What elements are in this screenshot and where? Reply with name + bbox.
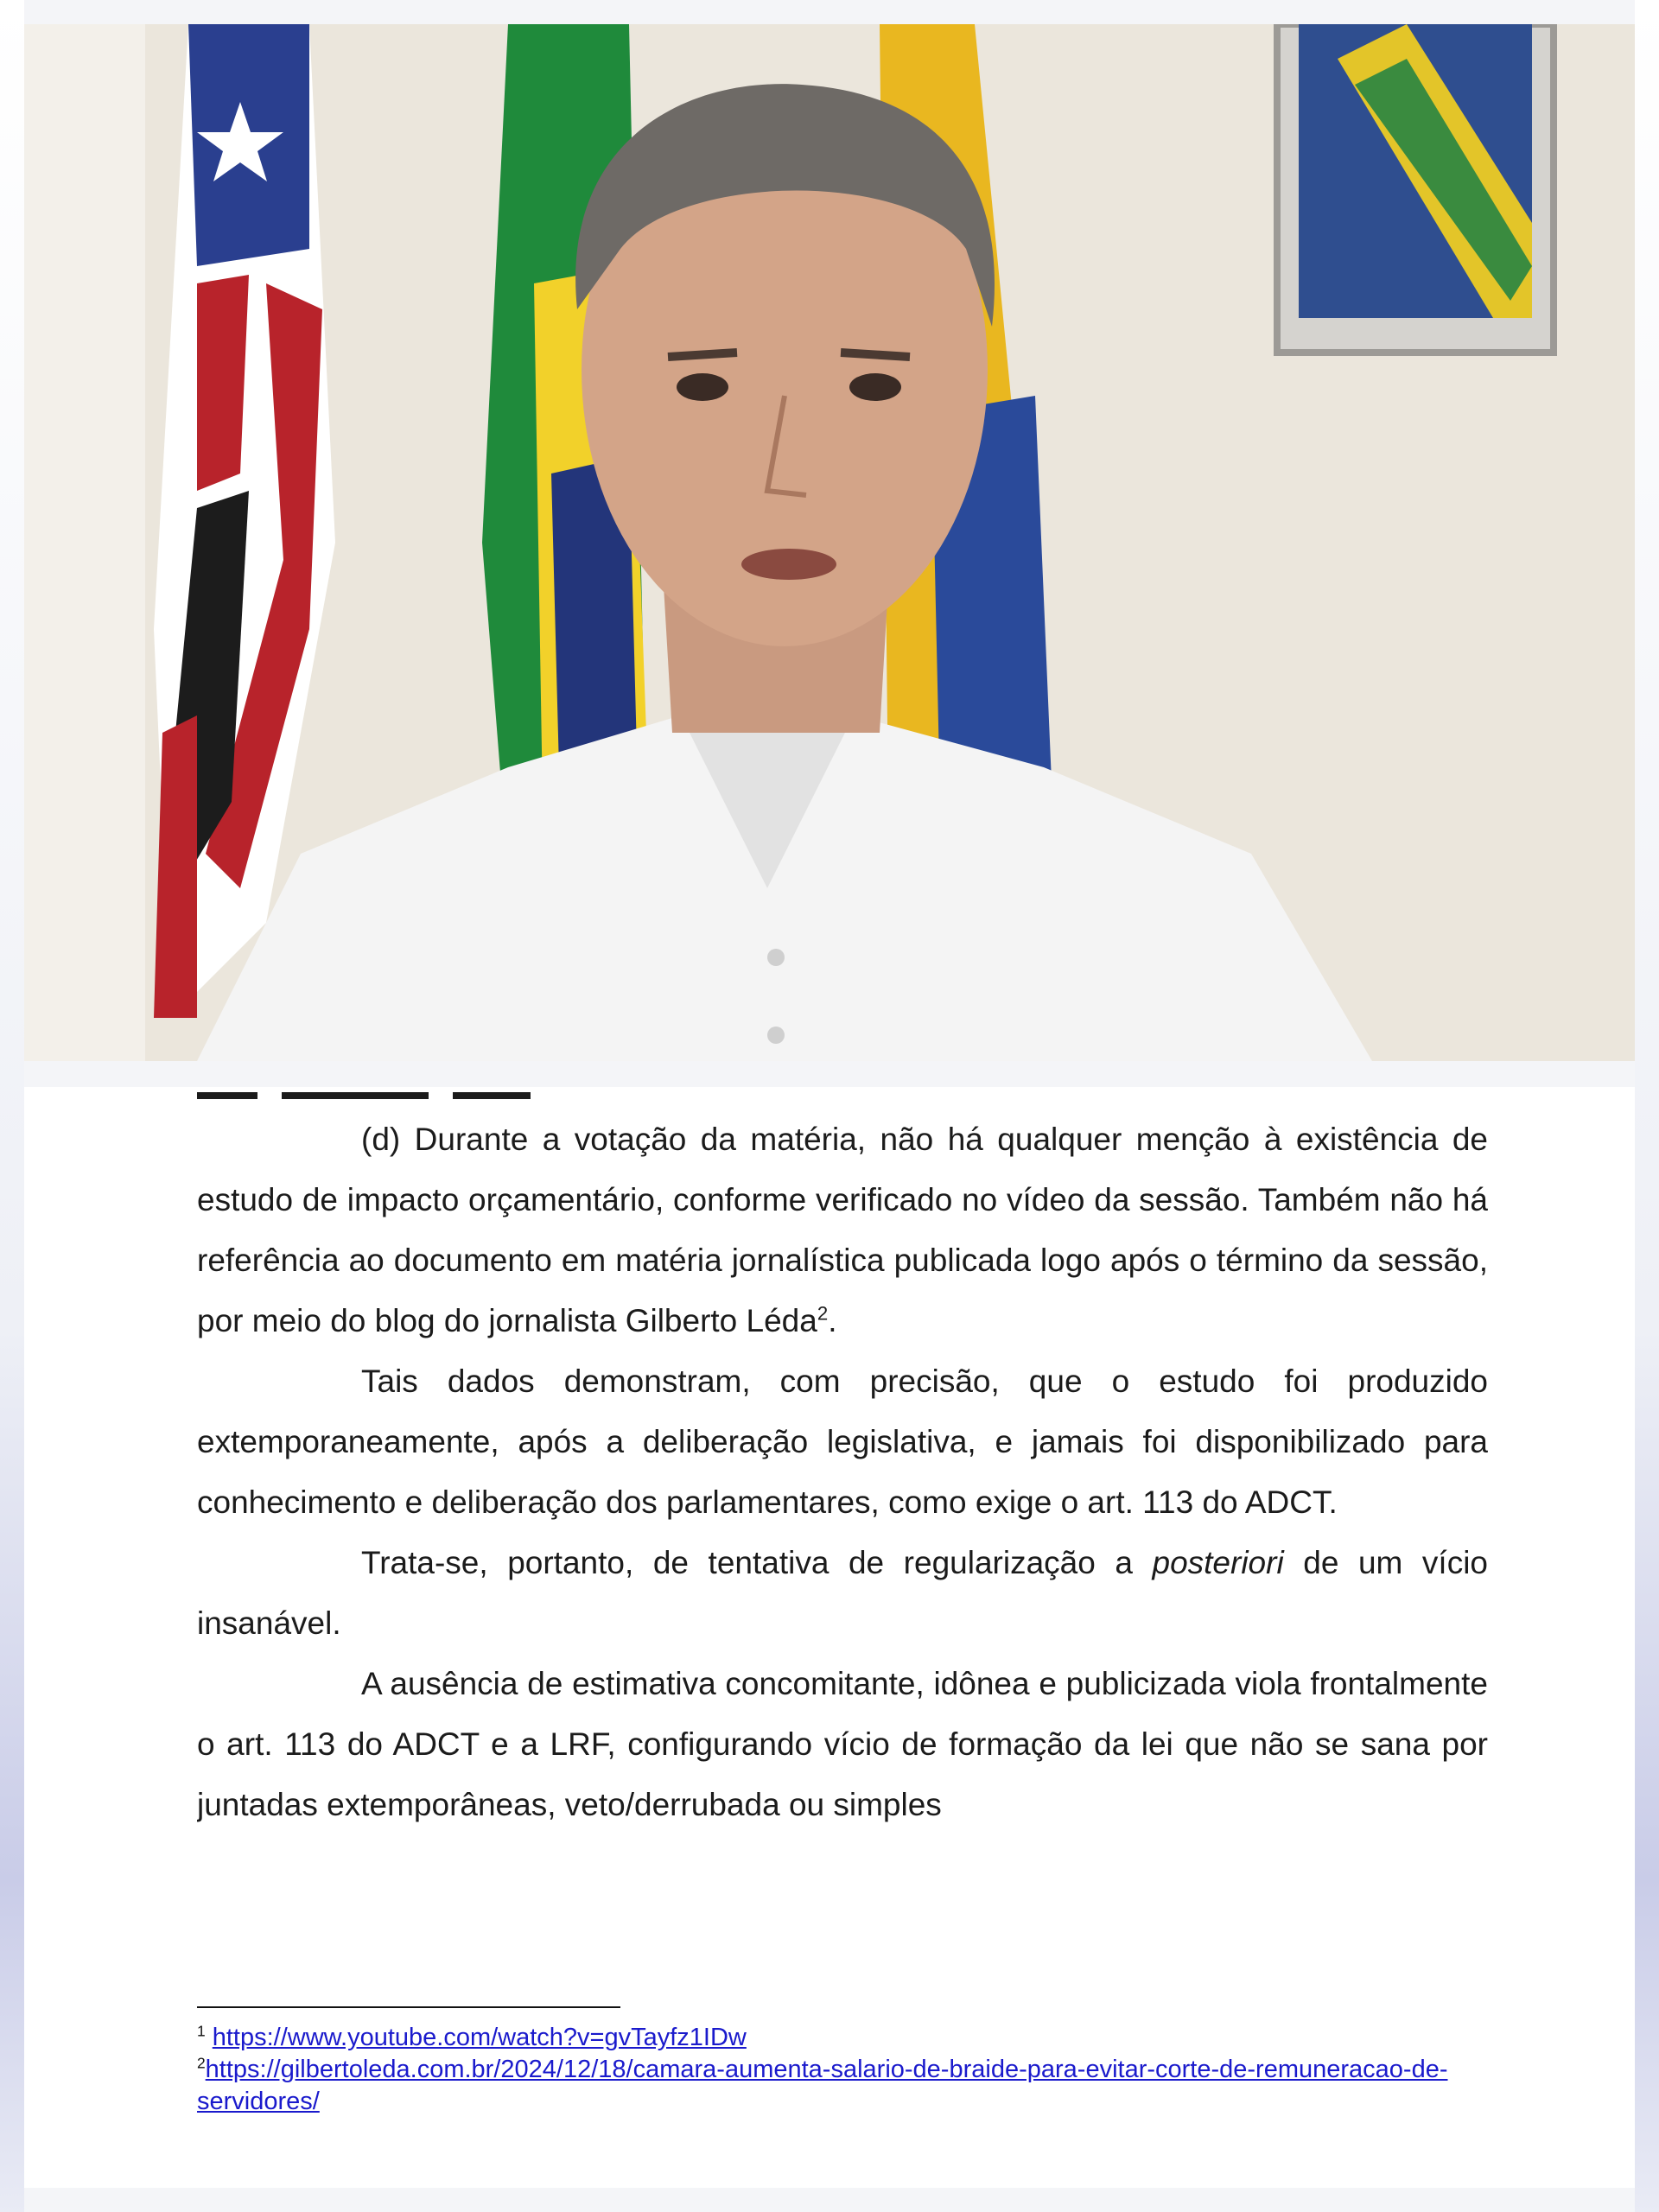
paragraph-tais-dados: Tais dados demonstram, com precisão, que o estudo foi produzido extemporaneamente, após a deliberação legislativa, e jamais foi disponibilizado para conhecimento e deliberação dos parlamentares, como exige o art. 113 do ADCT. xyxy=(197,1363,1488,1520)
footnote-ref-2[interactable]: 2 xyxy=(817,1302,829,1325)
right-frame xyxy=(1635,0,1659,2212)
footnote-number: 2 xyxy=(197,2054,206,2072)
cut-off-text-line xyxy=(197,1063,560,1101)
paragraph-trata-se xyxy=(197,1533,1488,1654)
footnote-number: 1 xyxy=(197,2022,206,2040)
paragraph-d-end: . xyxy=(828,1303,837,1338)
footnote-link-1[interactable]: https://www.youtube.com/watch?v=gvTayfz1IDw xyxy=(212,2024,747,2051)
footnote-separator xyxy=(197,2006,620,2008)
paragraph-d-text: (d) Durante a votação da matéria, não há qualquer menção à existência de estudo de impacto orçamentário, conforme verificado no vídeo da sessão. Também não há referência ao documento em matéria jornalística publicada logo após o término da sessão, por meio do blog do jornalista Gilberto Léda xyxy=(197,1122,1488,1338)
footnote-2 xyxy=(197,2054,1510,2118)
paragraph-d xyxy=(197,1109,1488,1351)
framed-portrait xyxy=(1277,24,1554,353)
paragraph-trata-se-text: Trata-se, portanto, de tentativa de regularização a xyxy=(361,1545,1153,1580)
footnote-link-2[interactable]: https://gilbertoleda.com.br/2024/12/18/camara-aumenta-salario-de-braide-para-evitar-corte-de-remuneracao-de-servidores/ xyxy=(197,2056,1448,2115)
document-page xyxy=(24,1087,1635,2188)
video-still xyxy=(24,24,1635,1061)
paragraph-ausencia: A ausência de estimativa concomitante, idônea e publicizada viola frontalmente o art. 113 do ADCT e a LRF, configurando vício de formação da lei que não se sana por juntadas extemporâneas, veto/derrubada ou simples xyxy=(197,1666,1488,1822)
footnotes xyxy=(197,2022,1510,2118)
wall-left-panel xyxy=(24,24,145,1061)
document-body xyxy=(197,1109,1488,1835)
paragraph-trata-se-end: de um vício insanável. xyxy=(197,1545,1488,1641)
italic-term: posteriori xyxy=(1152,1545,1284,1580)
footnote-1 xyxy=(197,2022,1510,2054)
left-frame xyxy=(0,0,24,2212)
video-frame-illustration xyxy=(24,24,1635,1061)
